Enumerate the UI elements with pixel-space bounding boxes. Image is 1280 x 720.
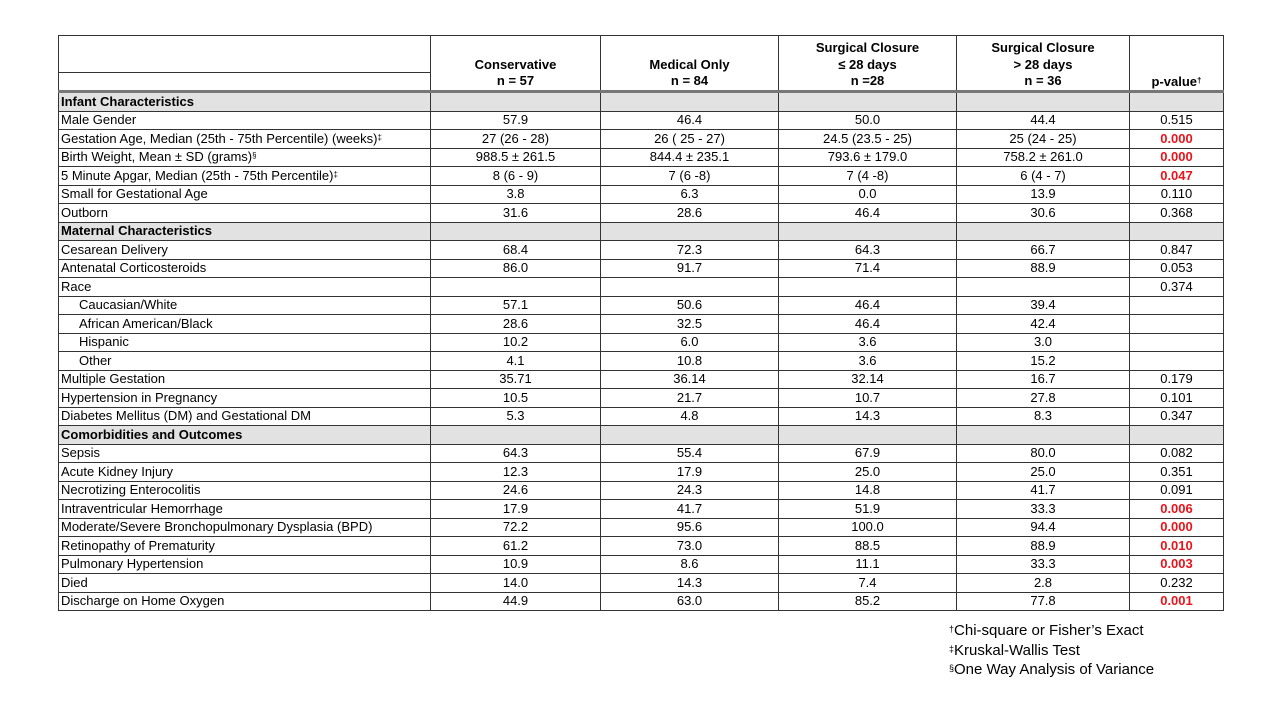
table-row (59, 537, 1224, 556)
value-cell: 25.0 (957, 463, 1130, 482)
table-row (59, 296, 1224, 315)
value-cell (957, 278, 1130, 297)
value-cell: 3.6 (779, 333, 957, 352)
row-label-text: Intraventricular Hemorrhage (61, 500, 223, 516)
header-surgical-le28-line2: ≤ 28 days (838, 56, 897, 72)
value-cell: 25.0 (779, 463, 957, 482)
pvalue-cell: 0.347 (1130, 407, 1224, 426)
value-cell: 71.4 (779, 259, 957, 278)
pvalue-cell: 0.003 (1130, 555, 1224, 574)
value-cell: 44.9 (431, 592, 601, 611)
header-surgical-gt28-line2: > 28 days (1013, 56, 1073, 72)
table-row (59, 148, 1224, 167)
value-cell: 64.3 (779, 241, 957, 260)
value-cell: 10.8 (601, 352, 779, 371)
table-row (59, 555, 1224, 574)
value-cell: 33.3 (957, 555, 1130, 574)
value-cell: 88.5 (779, 537, 957, 556)
table-row (59, 463, 1224, 482)
pvalue-cell: 0.047 (1130, 167, 1224, 186)
value-cell: 24.3 (601, 481, 779, 500)
value-cell: 10.5 (431, 389, 601, 408)
value-cell: 27.8 (957, 389, 1130, 408)
pvalue-cell: 0.000 (1130, 148, 1224, 167)
value-cell: 2.8 (957, 574, 1130, 593)
value-cell: 8.6 (601, 555, 779, 574)
footnote (949, 621, 1154, 641)
value-cell: 7.4 (779, 574, 957, 593)
row-label (59, 518, 431, 537)
pvalue-cell (1130, 333, 1224, 352)
value-cell: 3.8 (431, 185, 601, 204)
value-cell: 14.8 (779, 481, 957, 500)
value-cell: 4.1 (431, 352, 601, 371)
value-cell: 61.2 (431, 537, 601, 556)
pvalue-cell: 0.847 (1130, 241, 1224, 260)
value-cell: 17.9 (431, 500, 601, 519)
table-row (59, 370, 1224, 389)
row-label-text: Discharge on Home Oxygen (61, 593, 225, 609)
section-row (59, 92, 1224, 112)
n-surgical-gt28: n = 36 (957, 73, 1130, 92)
value-cell: 3.6 (779, 352, 957, 371)
row-label-text: Hypertension in Pregnancy (61, 389, 218, 405)
value-cell: 32.5 (601, 315, 779, 334)
section-empty-cell (601, 92, 779, 112)
section-empty-cell (1130, 92, 1224, 112)
table-row (59, 333, 1224, 352)
value-cell: 24.5 (23.5 - 25) (779, 130, 957, 149)
section-empty-cell (431, 426, 601, 445)
section-empty-cell (601, 222, 779, 241)
header-label-cell (59, 36, 431, 73)
pvalue-cell: 0.232 (1130, 574, 1224, 593)
row-label (59, 463, 431, 482)
row-label (59, 130, 431, 149)
row-label-text: Outborn (61, 204, 108, 220)
row-label (59, 241, 431, 260)
value-cell: 10.9 (431, 555, 601, 574)
row-label-text: Other (79, 352, 112, 368)
n-conservative: n = 57 (431, 73, 601, 92)
value-cell: 44.4 (957, 111, 1130, 130)
value-cell: 25 (24 - 25) (957, 130, 1130, 149)
header-medical-only: Medical Only (601, 36, 779, 73)
pvalue-cell: 0.368 (1130, 204, 1224, 223)
row-label-text: Race (61, 278, 92, 294)
footnote-symbol: § (949, 663, 955, 673)
footnote-text: Kruskal-Wallis Test (954, 641, 1080, 659)
row-label (59, 389, 431, 408)
table-row (59, 167, 1224, 186)
table-row (59, 389, 1224, 408)
value-cell: 14.3 (779, 407, 957, 426)
section-empty-cell (957, 222, 1130, 241)
value-cell: 27 (26 - 28) (431, 130, 601, 149)
section-title: Infant Characteristics (59, 92, 431, 112)
footnote (949, 641, 1154, 661)
value-cell: 26 ( 25 - 27) (601, 130, 779, 149)
value-cell (601, 278, 779, 297)
pvalue-cell: 0.000 (1130, 518, 1224, 537)
value-cell: 7 (6 -8) (601, 167, 779, 186)
row-label (59, 574, 431, 593)
value-cell: 100.0 (779, 518, 957, 537)
pvalue-cell: 0.006 (1130, 500, 1224, 519)
value-cell: 3.0 (957, 333, 1130, 352)
value-cell: 28.6 (431, 315, 601, 334)
row-label-text: Died (61, 574, 88, 590)
value-cell: 36.14 (601, 370, 779, 389)
value-cell: 68.4 (431, 241, 601, 260)
row-label (59, 315, 431, 334)
table-row (59, 315, 1224, 334)
row-label-text: Birth Weight, Mean ± SD (grams) (61, 149, 253, 165)
pvalue-cell: 0.101 (1130, 389, 1224, 408)
row-label (59, 167, 431, 186)
value-cell: 24.6 (431, 481, 601, 500)
row-label-text: Cesarean Delivery (61, 241, 168, 257)
row-label (59, 500, 431, 519)
value-cell (431, 278, 601, 297)
value-cell: 39.4 (957, 296, 1130, 315)
pvalue-cell (1130, 296, 1224, 315)
value-cell: 46.4 (779, 315, 957, 334)
row-label-mark: ‡ (333, 169, 338, 179)
pvalue-cell: 0.179 (1130, 370, 1224, 389)
section-title: Comorbidities and Outcomes (59, 426, 431, 445)
value-cell: 77.8 (957, 592, 1130, 611)
value-cell: 10.2 (431, 333, 601, 352)
row-label (59, 444, 431, 463)
value-cell: 14.0 (431, 574, 601, 593)
row-label-text: Antenatal Corticosteroids (61, 260, 207, 276)
value-cell: 21.7 (601, 389, 779, 408)
footnote-symbol: † (949, 624, 955, 634)
value-cell: 7 (4 -8) (779, 167, 957, 186)
value-cell: 50.0 (779, 111, 957, 130)
value-cell: 72.2 (431, 518, 601, 537)
value-cell: 17.9 (601, 463, 779, 482)
value-cell: 51.9 (779, 500, 957, 519)
value-cell: 11.1 (779, 555, 957, 574)
section-empty-cell (779, 426, 957, 445)
row-label (59, 352, 431, 371)
section-empty-cell (601, 426, 779, 445)
value-cell: 10.7 (779, 389, 957, 408)
row-label-mark: ‡ (377, 132, 382, 142)
value-cell: 5.3 (431, 407, 601, 426)
row-label-text: 5 Minute Apgar, Median (25th - 75th Percentile) (61, 167, 334, 183)
value-cell: 72.3 (601, 241, 779, 260)
value-cell: 30.6 (957, 204, 1130, 223)
value-cell: 46.4 (779, 296, 957, 315)
row-label-text: Sepsis (61, 445, 101, 461)
header-label-cell-2 (59, 73, 431, 92)
footnote-text: One Way Analysis of Variance (954, 661, 1155, 678)
value-cell: 88.9 (957, 259, 1130, 278)
characteristics-table (58, 35, 1224, 611)
section-empty-cell (431, 222, 601, 241)
pvalue-cell: 0.001 (1130, 592, 1224, 611)
pvalue-label: p-value (1151, 74, 1198, 89)
row-label (59, 592, 431, 611)
row-label-text: Retinopathy of Prematurity (61, 537, 215, 553)
header-row-2 (59, 73, 1224, 92)
table-row (59, 259, 1224, 278)
pvalue-cell: 0.515 (1130, 111, 1224, 130)
value-cell: 8 (6 - 9) (431, 167, 601, 186)
row-label (59, 278, 431, 297)
header-surgical-le28-line1: Surgical Closure (815, 39, 920, 55)
row-label-text: Acute Kidney Injury (61, 463, 174, 479)
header-row-1 (59, 36, 1224, 73)
value-cell: 6 (4 - 7) (957, 167, 1130, 186)
value-cell: 16.7 (957, 370, 1130, 389)
pvalue-mark: † (1197, 76, 1202, 85)
value-cell: 0.0 (779, 185, 957, 204)
value-cell: 55.4 (601, 444, 779, 463)
row-label-text: Pulmonary Hypertension (61, 556, 204, 572)
row-label (59, 407, 431, 426)
pvalue-cell (1130, 352, 1224, 371)
table-row (59, 111, 1224, 130)
value-cell: 14.3 (601, 574, 779, 593)
pvalue-cell: 0.110 (1130, 185, 1224, 204)
value-cell: 31.6 (431, 204, 601, 223)
pvalue-cell: 0.351 (1130, 463, 1224, 482)
value-cell: 91.7 (601, 259, 779, 278)
table-row (59, 481, 1224, 500)
value-cell: 42.4 (957, 315, 1130, 334)
header-pvalue (1130, 73, 1224, 92)
n-surgical-le28: n =28 (779, 73, 957, 92)
row-label (59, 296, 431, 315)
table-row (59, 518, 1224, 537)
value-cell: 758.2 ± 261.0 (957, 148, 1130, 167)
row-label-text: Small for Gestational Age (61, 186, 208, 202)
value-cell: 15.2 (957, 352, 1130, 371)
row-label-text: Diabetes Mellitus (DM) and Gestational DM (61, 408, 311, 424)
section-empty-cell (779, 92, 957, 112)
table-row (59, 204, 1224, 223)
table-row (59, 444, 1224, 463)
header-conservative: Conservative (431, 36, 601, 73)
pvalue-cell: 0.082 (1130, 444, 1224, 463)
row-label (59, 537, 431, 556)
pvalue-cell: 0.000 (1130, 130, 1224, 149)
row-label (59, 259, 431, 278)
pvalue-cell: 0.374 (1130, 278, 1224, 297)
row-label (59, 148, 431, 167)
section-empty-cell (431, 92, 601, 112)
section-empty-cell (1130, 426, 1224, 445)
value-cell: 46.4 (779, 204, 957, 223)
table-row (59, 574, 1224, 593)
row-label-text: Necrotizing Enterocolitis (61, 482, 201, 498)
value-cell: 988.5 ± 261.5 (431, 148, 601, 167)
value-cell: 80.0 (957, 444, 1130, 463)
pvalue-cell: 0.053 (1130, 259, 1224, 278)
value-cell: 41.7 (957, 481, 1130, 500)
footnotes (949, 621, 1154, 680)
section-row (59, 222, 1224, 241)
row-label (59, 111, 431, 130)
footnote-symbol: ‡ (949, 643, 955, 654)
header-surgical-le28 (779, 36, 957, 73)
value-cell: 50.6 (601, 296, 779, 315)
value-cell: 66.7 (957, 241, 1130, 260)
table-row (59, 278, 1224, 297)
value-cell: 64.3 (431, 444, 601, 463)
value-cell: 88.9 (957, 537, 1130, 556)
value-cell: 73.0 (601, 537, 779, 556)
value-cell: 94.4 (957, 518, 1130, 537)
table-row (59, 130, 1224, 149)
table-row (59, 407, 1224, 426)
row-label-text: Moderate/Severe Bronchopulmonary Dysplasia (BPD) (61, 519, 373, 535)
table-row (59, 592, 1224, 611)
table-row (59, 500, 1224, 519)
header-surgical-gt28 (957, 36, 1130, 73)
table-row (59, 352, 1224, 371)
value-cell: 4.8 (601, 407, 779, 426)
value-cell: 85.2 (779, 592, 957, 611)
header-surgical-gt28-line1: Surgical Closure (991, 39, 1095, 55)
row-label-text: Gestation Age, Median (25th - 75th Percentile) (weeks) (61, 130, 378, 146)
value-cell: 32.14 (779, 370, 957, 389)
pvalue-cell (1130, 315, 1224, 334)
row-label-text: African American/Black (79, 315, 213, 331)
row-label (59, 481, 431, 500)
row-label (59, 333, 431, 352)
value-cell: 57.1 (431, 296, 601, 315)
row-label-text: Male Gender (61, 112, 137, 128)
section-empty-cell (957, 92, 1130, 112)
value-cell: 6.3 (601, 185, 779, 204)
table-row (59, 241, 1224, 260)
value-cell: 844.4 ± 235.1 (601, 148, 779, 167)
value-cell: 57.9 (431, 111, 601, 130)
row-label-text: Caucasian/White (79, 297, 178, 313)
value-cell: 12.3 (431, 463, 601, 482)
row-label (59, 370, 431, 389)
value-cell: 46.4 (601, 111, 779, 130)
value-cell: 63.0 (601, 592, 779, 611)
section-empty-cell (1130, 222, 1224, 241)
pvalue-cell: 0.091 (1130, 481, 1224, 500)
row-label (59, 185, 431, 204)
section-empty-cell (779, 222, 957, 241)
table-row (59, 185, 1224, 204)
section-row (59, 426, 1224, 445)
n-medical-only: n = 84 (601, 73, 779, 92)
value-cell: 86.0 (431, 259, 601, 278)
value-cell: 28.6 (601, 204, 779, 223)
section-empty-cell (957, 426, 1130, 445)
value-cell: 67.9 (779, 444, 957, 463)
value-cell: 8.3 (957, 407, 1130, 426)
value-cell: 6.0 (601, 333, 779, 352)
footnote (949, 660, 1154, 680)
footnote-text: Chi-square or Fisher’s Exact (954, 622, 1144, 639)
row-label (59, 204, 431, 223)
row-label-mark: § (252, 151, 257, 161)
row-label-text: Multiple Gestation (61, 371, 166, 387)
header-pvalue-top (1130, 36, 1224, 73)
row-label (59, 555, 431, 574)
row-label-text: Hispanic (79, 334, 129, 350)
value-cell: 33.3 (957, 500, 1130, 519)
section-title: Maternal Characteristics (59, 222, 431, 241)
value-cell: 35.71 (431, 370, 601, 389)
value-cell: 793.6 ± 179.0 (779, 148, 957, 167)
value-cell: 41.7 (601, 500, 779, 519)
pvalue-cell: 0.010 (1130, 537, 1224, 556)
value-cell (779, 278, 957, 297)
value-cell: 95.6 (601, 518, 779, 537)
value-cell: 13.9 (957, 185, 1130, 204)
